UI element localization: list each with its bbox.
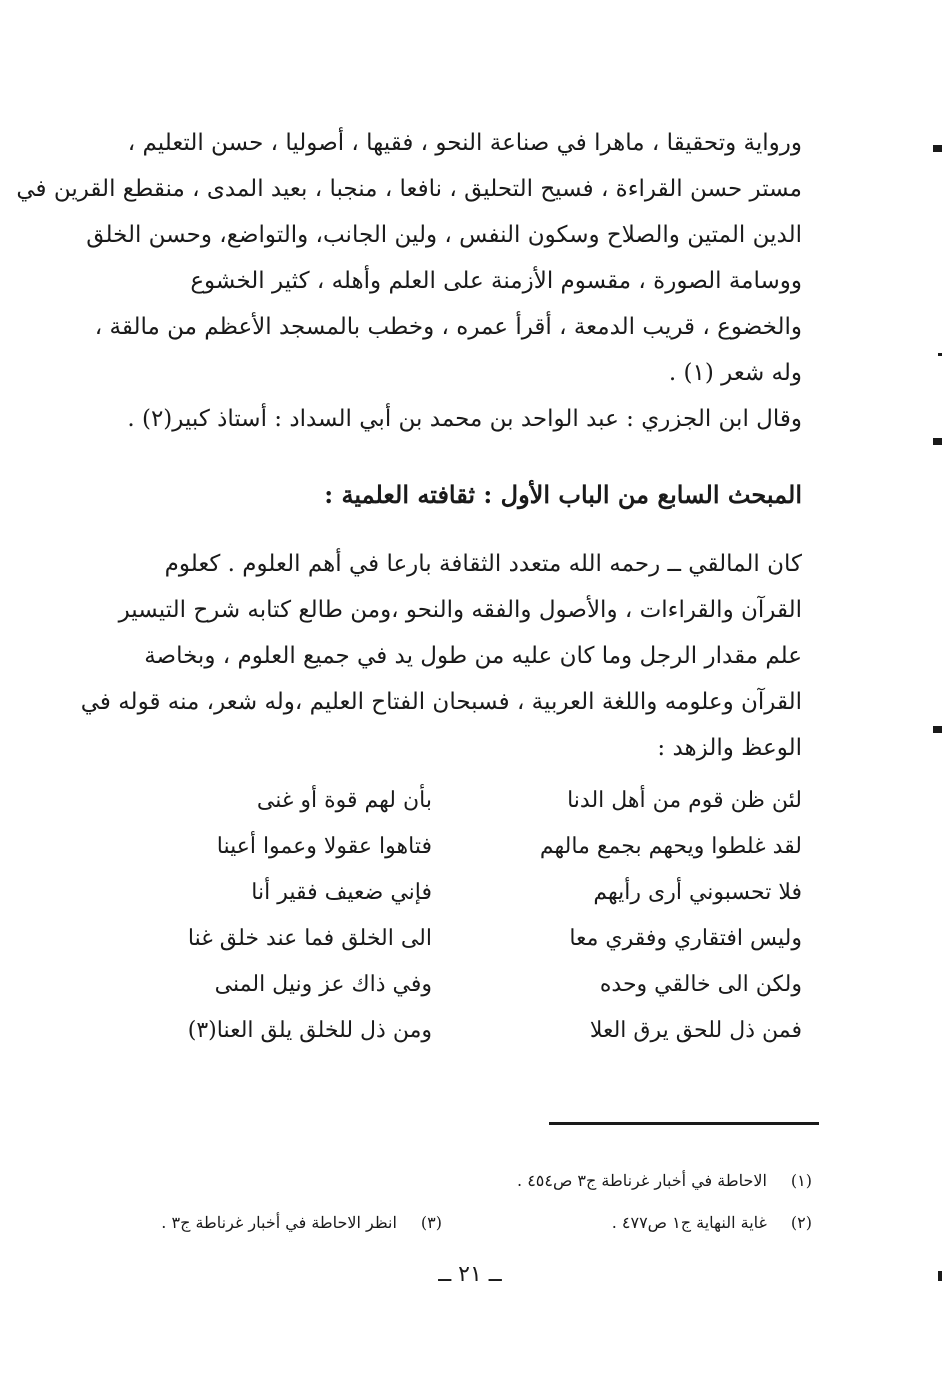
footnote-number: (٢) — [790, 1213, 812, 1232]
scan-edge-mark — [933, 145, 942, 152]
poem-verse — [102, 1008, 802, 1054]
scan-edge-mark — [938, 1271, 942, 1281]
text-line: مستر حسن القراءة ، فسيح التحليق ، نافعا ، منجبا ، بعيد المدى ، منقطع القرين في — [16, 176, 802, 202]
poem-verse — [102, 824, 802, 870]
second-hemistich: وفي ذاك عز ونيل المنى — [214, 972, 432, 997]
poem — [102, 778, 802, 1054]
footnote — [612, 1212, 812, 1234]
second-hemistich: الى الخلق فما عند خلق غنا — [187, 926, 432, 951]
text-line: الدين المتين والصلاح وسكون النفس ، ولين الجانب، والتواضع، وحسن الخلق — [86, 222, 802, 248]
text-line: ووسامة الصورة ، مقسوم الأزمنة على العلم وأهله ، كثير الخشوع — [190, 268, 802, 294]
text-line: ورواية وتحقيقا ، ماهرا في صناعة النحو ، فقيها ، أصوليا ، حسن التعليم ، — [127, 130, 802, 156]
text-line: الوعظ والزهد : — [657, 735, 802, 761]
paragraph-culture — [80, 541, 802, 771]
poem-verse — [102, 778, 802, 824]
footnote-number: (١) — [790, 1171, 812, 1190]
first-hemistich: فلا تحسبوني أرى رأيهم — [593, 880, 802, 905]
paragraph-biography — [16, 120, 802, 442]
first-hemistich: لئن ظن قوم من أهل الدنا — [567, 788, 802, 813]
footnote-number: (٣) — [420, 1213, 442, 1232]
footnote-text: غاية النهاية ج١ ص٤٧٧ . — [611, 1213, 767, 1232]
footnote-divider — [549, 1122, 819, 1125]
footnote — [161, 1212, 442, 1234]
scan-edge-mark — [938, 353, 942, 356]
footnote-text: انظر الاحاطة في أخبار غرناطة ج٣ . — [161, 1213, 397, 1232]
poem-verse — [102, 916, 802, 962]
text-line: وله شعر (١) . — [668, 360, 802, 386]
first-hemistich: لقد غلطوا ويحهم بجمع مالهم — [539, 834, 802, 859]
text-line: كان المالقي ــ رحمه الله متعدد الثقافة بارعا في أهم العلوم . كعلوم — [164, 551, 802, 577]
footnote — [517, 1170, 812, 1192]
second-hemistich: فتاهوا عقولا وعموا أعينا — [216, 834, 432, 859]
page-number: ــ ٢١ ــ — [438, 1262, 502, 1287]
poem-verse — [102, 870, 802, 916]
scan-edge-mark — [933, 726, 942, 733]
scan-edge-mark — [933, 438, 942, 445]
first-hemistich: فمن ذل للحق يرق العلا — [589, 1018, 802, 1043]
text-line: وقال ابن الجزري : عبد الواحد بن محمد بن أبي السداد : أستاذ كبير(٢) . — [127, 406, 802, 432]
second-hemistich: فإني ضعيف فقير أنا — [251, 880, 432, 905]
text-line: القرآن وعلومه واللغة العربية ، فسبحان الفتاح العليم ،وله شعر، منه قوله في — [80, 689, 802, 715]
text-line: القرآن والقراءات ، والأصول والفقه والنحو ،ومن طالع كتابه شرح التيسير — [118, 597, 802, 623]
first-hemistich: وليس افتقاري وفقري معا — [569, 926, 802, 951]
footnote-text: الاحاطة في أخبار غرناطة ج٣ ص٤٥٤ . — [517, 1171, 767, 1190]
second-hemistich: ومن ذل للخلق يلق العنا(٣) — [187, 1018, 432, 1043]
text-line: علم مقدار الرجل وما كان عليه من طول يد في جميع العلوم ، وبخاصة — [144, 643, 802, 669]
section-heading: المبحث السابع من الباب الأول : ثقافته العلمية : — [324, 480, 802, 509]
first-hemistich: ولكن الى خالقي وحده — [599, 972, 802, 997]
second-hemistich: بأن لهم قوة أو غنى — [256, 788, 432, 813]
text-line: والخضوع ، قريب الدمعة ، أقرأ عمره ، وخطب بالمسجد الأعظم من مالقة ، — [94, 314, 802, 340]
poem-verse — [102, 962, 802, 1008]
